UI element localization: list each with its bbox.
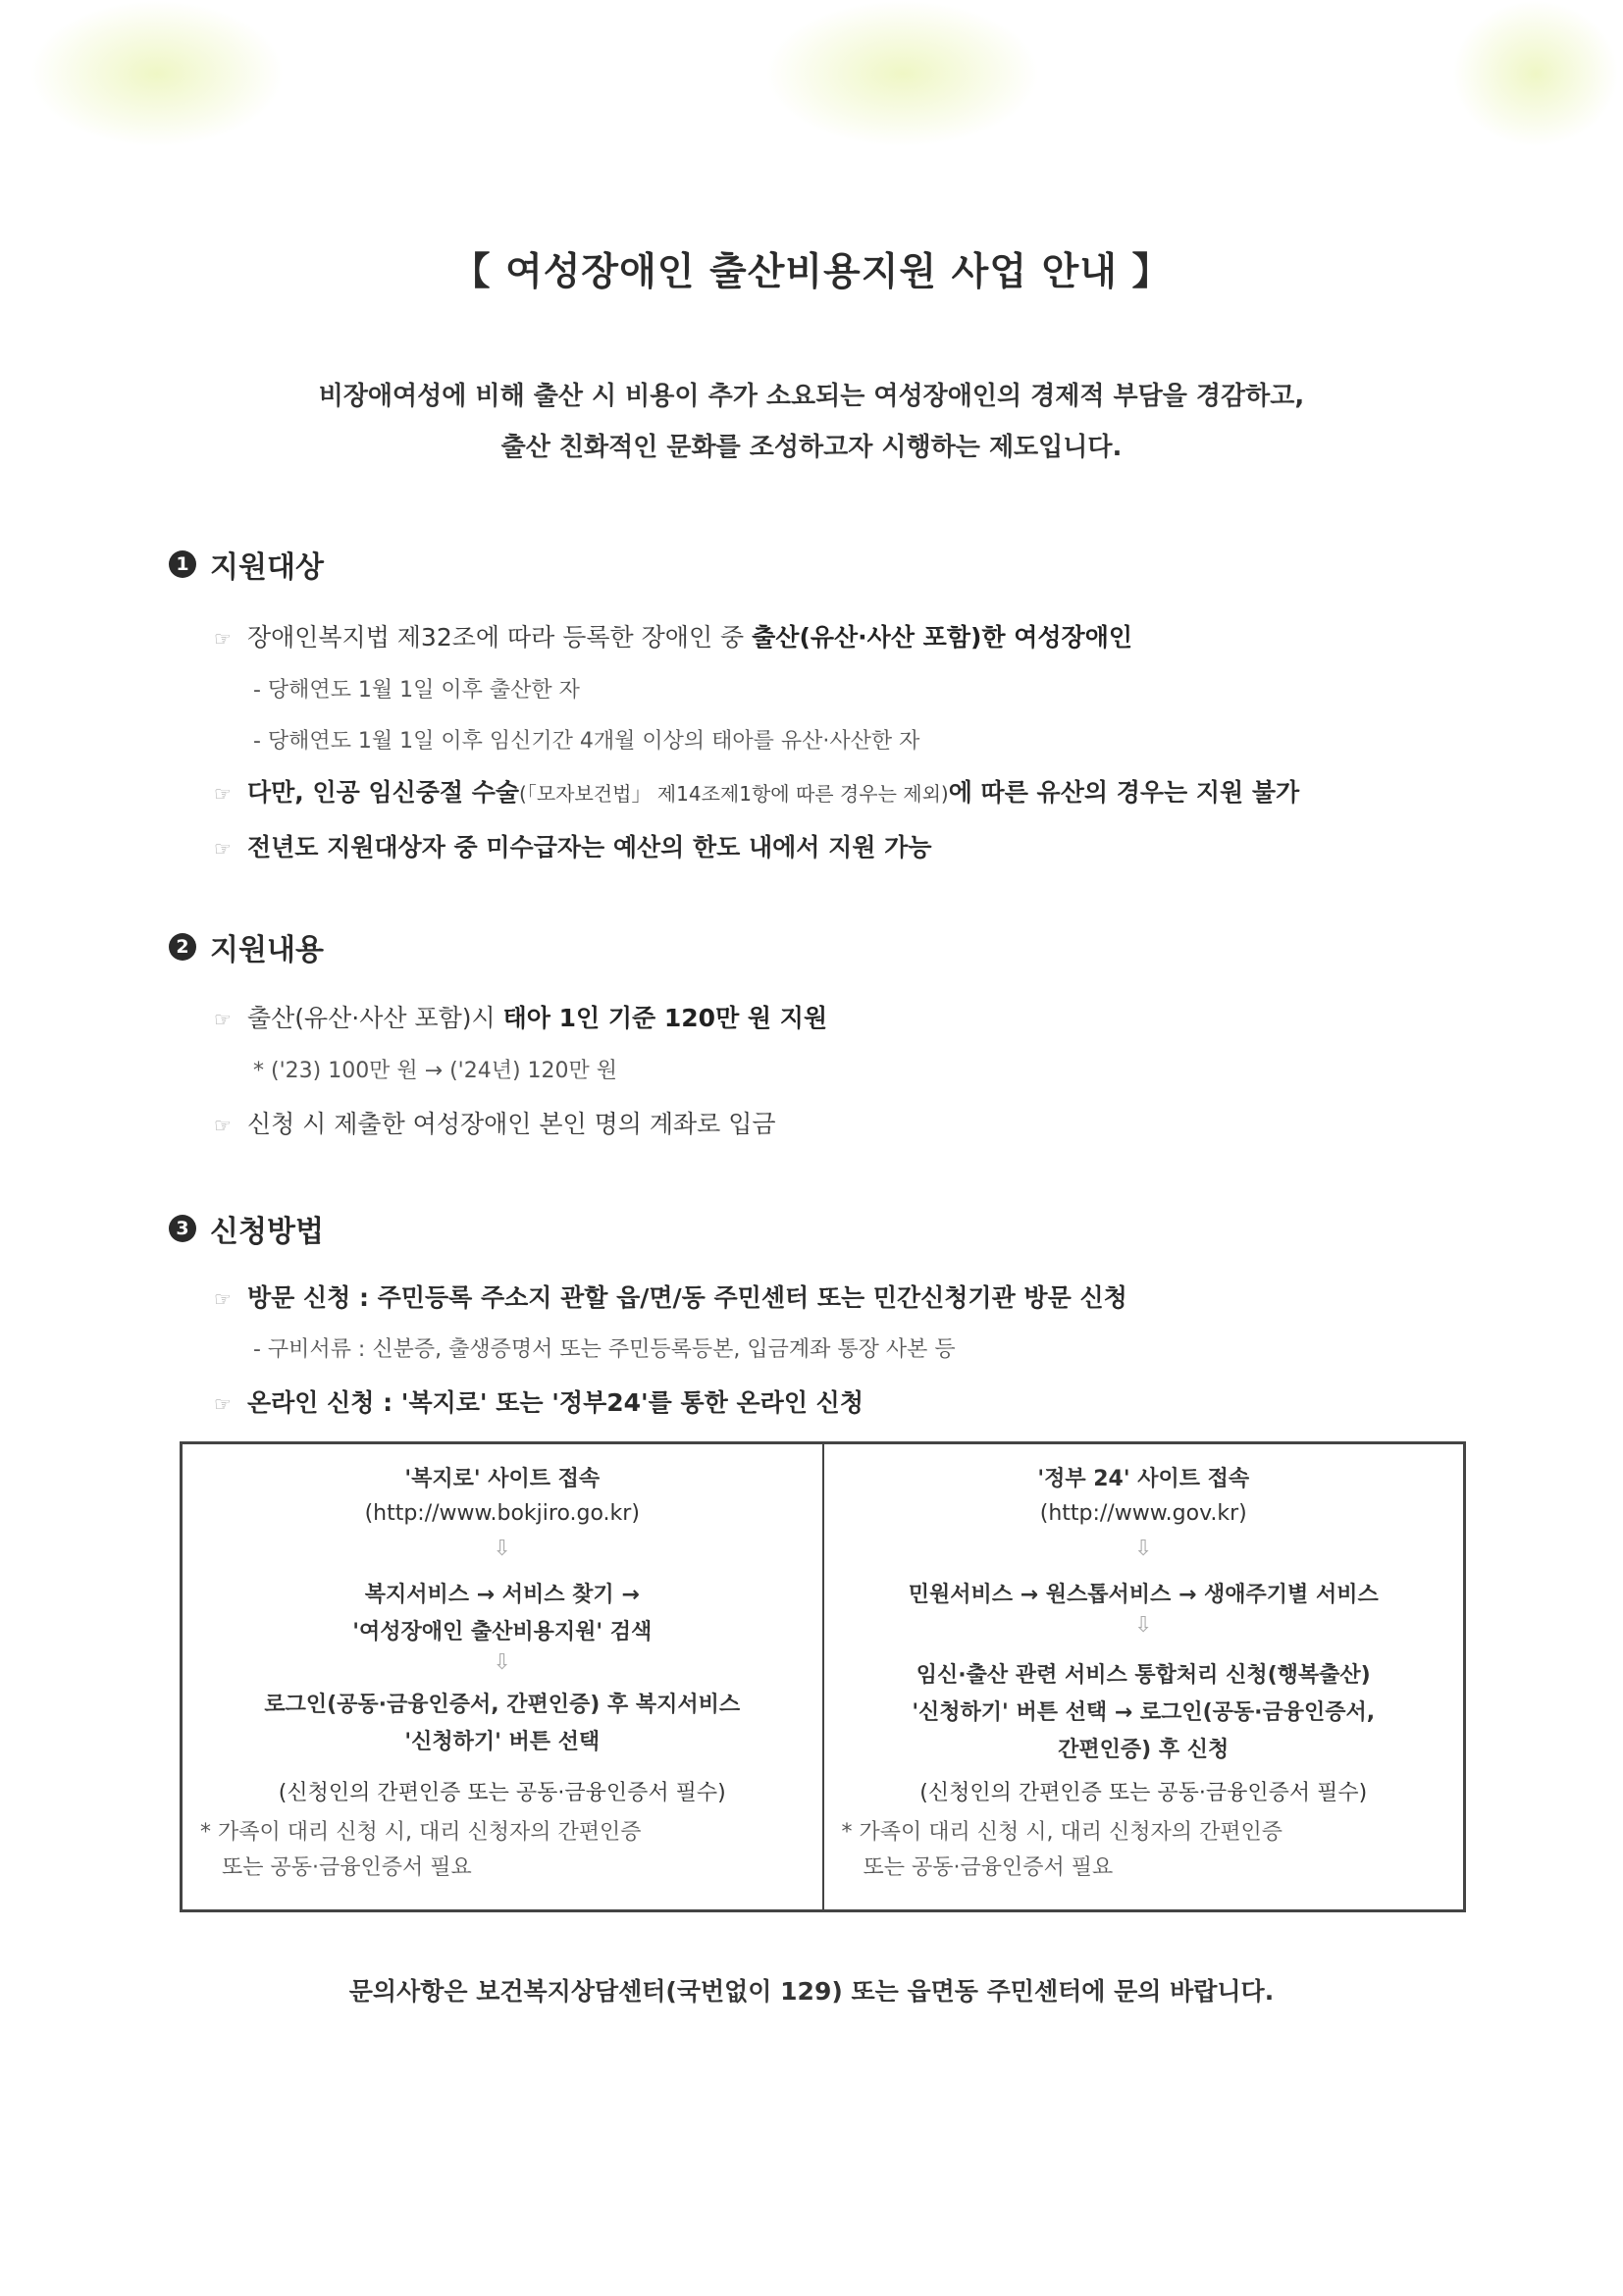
bokjiro-step-1b: '여성장애인 출산비용지원' 검색 (352, 1620, 653, 1644)
section-1-heading (169, 543, 324, 586)
emphasis-text: 태아 1인 기준 120만 원 지원 (502, 1004, 828, 1032)
bokjiro-proxy-note: * 가족이 대리 신청 시, 대리 신청자의 간편인증 또는 공동·금융인증서 필요 (200, 1820, 642, 1880)
gov24-step-2b: '신청하기' 버튼 선택 → 로그인(공동·금융인증서, (912, 1700, 1376, 1725)
gov24-proxy-note: * 가족이 대리 신청 시, 대리 신청자의 간편인증 또는 공동·금융인증서 필요 (841, 1820, 1283, 1880)
pointing-hand-icon: ☞ (214, 1008, 232, 1031)
bokjiro-step-1a: 복지서비스 → 서비스 찾기 → (364, 1583, 640, 1607)
intro-line-1: 비장애여성에 비해 출산 시 비용이 추가 소요되는 여성장애인의 경제적 부담을 경감하고, (318, 382, 1305, 411)
down-arrow-icon: ⇩ (1134, 1613, 1153, 1638)
gov24-step-1: 민원서비스 → 원스톱서비스 → 생애주기별 서비스 (908, 1583, 1379, 1607)
section-3-item-2: ☞ 온라인 신청 : '복지로' 또는 '정부24'를 통한 온라인 신청 (214, 1388, 864, 1417)
bokjiro-title: '복지로' 사이트 접속 (404, 1467, 601, 1491)
section-1-sub-1: - 당해연도 1월 1일 이후 출산한 자 (253, 678, 580, 703)
gov24-url: (http://www.gov.kr) (1039, 1501, 1247, 1526)
gov24-title: '정부 24' 사이트 접속 (1037, 1467, 1250, 1491)
contact-footer: 문의사항은 보건복지상담센터(국번없이 129) 또는 읍면동 주민센터에 문의 바랍니다. (348, 1977, 1275, 2006)
pointing-hand-icon: ☞ (214, 782, 232, 806)
section-title: 지원대상 (210, 550, 324, 585)
bokjiro-step-2b: '신청하기' 버튼 선택 (404, 1730, 601, 1754)
bokjiro-url: (http://www.bokjiro.go.kr) (364, 1501, 640, 1526)
section-1-sub-2: - 당해연도 1월 1일 이후 임신기간 4개월 이상의 태아를 유산·사산한 자 (253, 729, 920, 754)
section-3-heading (169, 1207, 324, 1250)
gov24-step-2a: 임신·출산 관련 서비스 통합처리 신청(행복출산) (916, 1663, 1371, 1688)
emphasis-text: 출산(유산·사산 포함)한 여성장애인 (752, 623, 1132, 652)
number-badge: 1 (169, 550, 196, 578)
bokjiro-requirement: (신청인의 간편인증 또는 공동·금융인증서 필수) (278, 1781, 726, 1805)
pointing-hand-icon: ☞ (214, 627, 232, 651)
online-application-table (180, 1441, 1466, 1912)
bokjiro-column (183, 1444, 822, 1909)
number-badge: 2 (169, 933, 196, 961)
down-arrow-icon: ⇩ (1134, 1537, 1153, 1561)
down-arrow-icon: ⇩ (493, 1537, 511, 1561)
gov24-column (822, 1444, 1464, 1909)
pointing-hand-icon: ☞ (214, 1287, 232, 1311)
section-2-heading (169, 925, 324, 968)
section-title: 신청방법 (210, 1215, 324, 1249)
intro-line-2: 출산 친화적인 문화를 조성하고자 시행하는 제도입니다. (500, 433, 1123, 462)
section-3-sub-1: - 구비서류 : 신분증, 출생증명서 또는 주민등록등본, 입금계좌 통장 사본 등 (253, 1337, 956, 1362)
section-2-item-2: ☞ 신청 시 제출한 여성장애인 본인 명의 계좌로 입금 (214, 1110, 776, 1138)
section-1-item-2: ☞ 다만, 인공 임신중절 수술(「모자보건법」 제14조제1항에 따른 경우는 제외)에 따른 유산의 경우는 지원 불가 (214, 778, 1300, 807)
pointing-hand-icon: ☞ (214, 1392, 232, 1416)
gov24-requirement: (신청인의 간편인증 또는 공동·금융인증서 필수) (919, 1781, 1368, 1805)
section-2-sub-1: * ('23) 100만 원 → ('24년) 120만 원 (253, 1059, 618, 1083)
pointing-hand-icon: ☞ (214, 837, 232, 861)
down-arrow-icon: ⇩ (493, 1650, 511, 1675)
number-badge: 3 (169, 1215, 196, 1242)
bokjiro-step-2a: 로그인(공동·금융인증서, 간편인증) 후 복지서비스 (264, 1693, 741, 1717)
section-3-item-1: ☞ 방문 신청 : 주민등록 주소지 관할 읍/면/동 주민센터 또는 민간신청기관 방문 신청 (214, 1283, 1127, 1312)
section-1-item-3: ☞ 전년도 지원대상자 중 미수급자는 예산의 한도 내에서 지원 가능 (214, 833, 932, 861)
intro-paragraph (0, 371, 1623, 473)
page-title: 【 여성장애인 출산비용지원 사업 안내 】 (451, 250, 1172, 294)
section-2-item-1: ☞ 출산(유산·사산 포함)시 태아 1인 기준 120만 원 지원 (214, 1004, 828, 1032)
pointing-hand-icon: ☞ (214, 1114, 232, 1137)
gov24-step-2c: 간편인증) 후 신청 (1058, 1738, 1230, 1762)
section-title: 지원내용 (210, 933, 324, 967)
law-note: (「모자보건법」 제14조제1항에 따른 경우는 제외) (519, 782, 949, 806)
section-1-item-1: ☞ 장애인복지법 제32조에 따라 등록한 장애인 중 출산(유산·사산 포함)한 여성장애인 (214, 623, 1132, 652)
